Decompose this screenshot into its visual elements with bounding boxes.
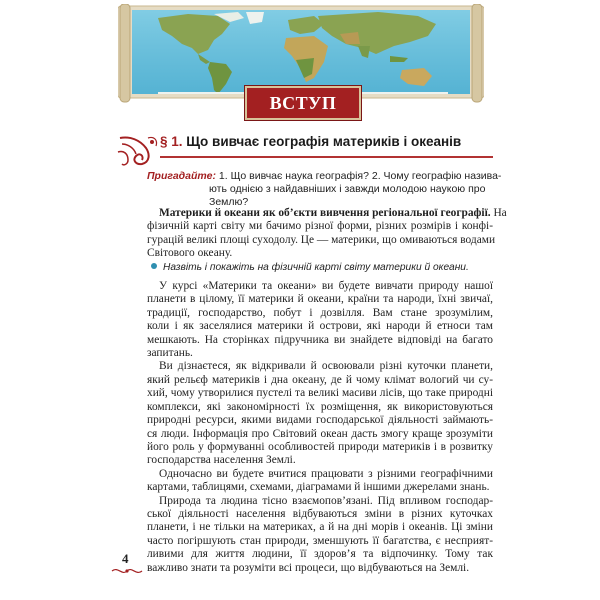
- paragraph: У курсі «Материки та океани» ви будете вивчати природу нашої планети в цілому, її материки й океани, країни та народи, їхні звичаї, традиції, господарство, побут і дозвілля. Вам стане зрозумілим, коли і як заселялися материки й острови, які народи й етноси там мешкають. На сторінках підручника ви знайдете відповіді на багато запитань.: [147, 280, 493, 360]
- page-number: 4: [122, 551, 129, 566]
- recall-line: Землю?: [209, 196, 249, 208]
- body-text: [147, 207, 507, 575]
- recall-label: Пригадайте:: [147, 170, 216, 182]
- paragraph: Природа та людина тісно взаємопов’язані. Під впливом господар- ської діяльності населення відбуваються зміни в різних куточках планети, і не тільки на материках, а й на дні морів і океанів. Ці зміни часто погіршують стан природи, зменшують її багатства, є несприят- ливими для життя людини, її здоров’я та відпочинку. Тому так важливо знати та розуміти всі процеси, що відбуваються на Землі.: [147, 494, 493, 574]
- paragraph: Материки й океани як об’єкти вивчення регіональної географії. На фізичній карті світу ми бачимо різної форми, різних розмірів і конфі- гурацій великі площі суходолу. Це — материки, що омиваються водами Світового океану.: [147, 207, 507, 260]
- section-heading: [160, 134, 500, 156]
- paragraph: Ви дізнаєтеся, як відкривали й освоювали різні куточки планети, який рельєф материків і дна океану, де й чому клімат вологий чи су- хий, чому утворилися пустелі та великі масиви лісів, що таке природні комплекси, які закономірності їх розміщення, як використовуються природні ресурси, якими видами господарської діяльності займають- ся люди. Інформація про Світовий океан дасть змогу краще зрозуміти його роль у формуванні особливостей природи материків і в розвитку господарства населення Землі.: [147, 360, 493, 467]
- recall-line: ють однією з найдавніших і завжди молодою наукою про: [209, 183, 486, 195]
- page-ornament-icon: [110, 566, 144, 576]
- bullet-icon: [151, 263, 157, 269]
- floral-ornament-icon: [116, 134, 160, 168]
- section-title: Що вивчає географія материків і океанів: [186, 134, 462, 149]
- heading-divider: [160, 156, 493, 158]
- chapter-title: ВСТУП: [245, 86, 361, 120]
- paragraph-heading: Материки й океани як об’єкти вивчення регіональної географії.: [159, 207, 491, 219]
- recall-block: [147, 170, 502, 209]
- section-number: § 1.: [160, 134, 183, 149]
- recall-line: 1. Що вивчає наука географія? 2. Чому географію назива-: [218, 170, 502, 182]
- paragraph: Одночасно ви будете вчитися працювати з різними географічними картами, таблицями, схемами, діаграмами й іншими джерелами знань.: [147, 467, 493, 494]
- question-line: Назвіть і покажіть на фізичній карті світу материки й океани.: [147, 261, 493, 274]
